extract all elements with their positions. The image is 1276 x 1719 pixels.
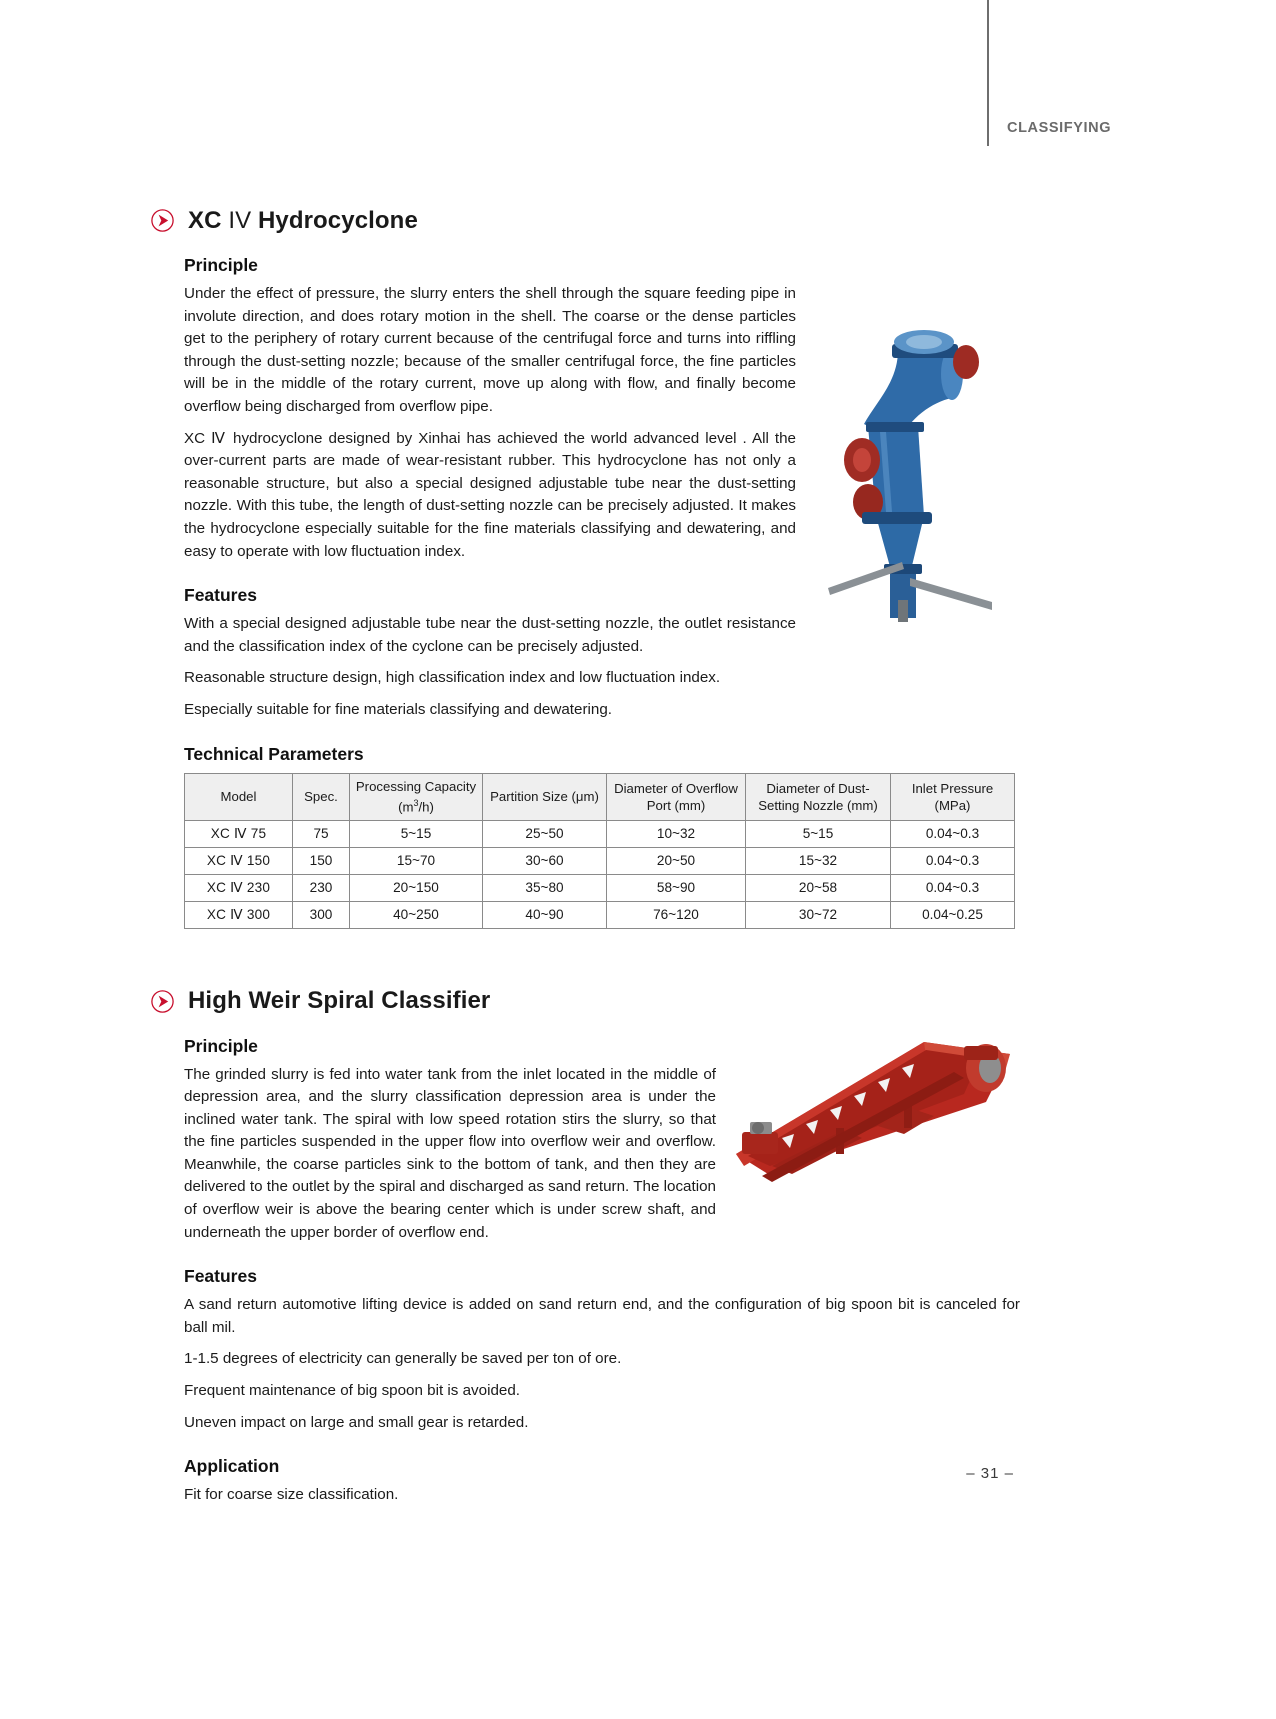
technical-parameters-table bbox=[184, 773, 1015, 929]
features-paragraph-4: Uneven impact on large and small gear is retarded. bbox=[184, 1413, 529, 1431]
cell-inlet: 0.04~0.3 bbox=[891, 874, 1015, 901]
col-header-model: Model bbox=[185, 773, 293, 820]
cell-partition: 25~50 bbox=[483, 820, 607, 847]
section-heading-hydrocyclone bbox=[150, 208, 1050, 233]
cell-nozzle: 5~15 bbox=[746, 820, 891, 847]
capacity-line-2-post: /h) bbox=[418, 799, 434, 815]
inlet-line-2: (MPa) bbox=[934, 797, 971, 813]
cell-capacity: 40~250 bbox=[350, 901, 483, 928]
cell-overflow: 10~32 bbox=[607, 820, 746, 847]
cell-inlet: 0.04~0.3 bbox=[891, 847, 1015, 874]
cell-capacity: 20~150 bbox=[350, 874, 483, 901]
features-paragraph-3: Frequent maintenance of big spoon bit is avoided. bbox=[184, 1382, 521, 1400]
header-vertical-rule bbox=[987, 0, 989, 146]
col-header-spec: Spec. bbox=[293, 773, 350, 820]
cell-spec: 230 bbox=[293, 874, 350, 901]
cell-capacity: 15~70 bbox=[350, 847, 483, 874]
col-header-overflow-port bbox=[607, 773, 746, 820]
cell-model: XC Ⅳ 150 bbox=[185, 847, 293, 874]
cell-nozzle: 20~58 bbox=[746, 874, 891, 901]
application-paragraph-1: Fit for coarse size classification. bbox=[184, 1486, 399, 1504]
principle-paragraph-1: The grinded slurry is fed into water tank from the inlet located in the middle of depression area, and the slurry classification depression area is under the inclined water tank. The spiral with low speed rotation stirs the slurry, so that the fine particles suspended in the upper flow into overflow weir and overflow. Meanwhile, the coarse particles sink to the bottom of tank, and then they are delivered to the outlet by the spiral and discharged as sand return. The location of overflow weir is above the bearing center which is under screw shaft, and underneath the upper border of overflow end. bbox=[184, 1065, 716, 1241]
cell-capacity: 5~15 bbox=[350, 820, 483, 847]
technical-parameters-table-wrapper bbox=[184, 773, 1014, 929]
inlet-line-1: Inlet Pressure bbox=[911, 780, 994, 796]
cell-partition: 30~60 bbox=[483, 847, 607, 874]
title-suffix: Hydrocyclone bbox=[251, 206, 418, 234]
cell-nozzle: 15~32 bbox=[746, 847, 891, 874]
overflow-line-1: Diameter of Overflow bbox=[614, 780, 738, 796]
title-prefix: XC bbox=[188, 206, 229, 234]
cell-model: XC Ⅳ 300 bbox=[185, 901, 293, 928]
cell-overflow: 76~120 bbox=[607, 901, 746, 928]
table-row bbox=[185, 820, 1015, 847]
cell-partition: 35~80 bbox=[483, 874, 607, 901]
cell-spec: 150 bbox=[293, 847, 350, 874]
subheading-features: Features bbox=[184, 1266, 257, 1287]
capacity-exponent: 3 bbox=[413, 797, 419, 808]
cell-nozzle: 30~72 bbox=[746, 901, 891, 928]
subheading-application: Application bbox=[184, 1456, 280, 1477]
hydrocyclone-principle-block bbox=[184, 255, 1020, 765]
features-paragraph-2: Reasonable structure design, high classification index and low fluctuation index. bbox=[184, 669, 721, 687]
spiral-classifier-content-block bbox=[184, 1036, 1020, 1507]
subheading-features: Features bbox=[184, 585, 257, 606]
nozzle-line-1: Diameter of Dust- bbox=[766, 780, 870, 796]
table-header-row bbox=[185, 773, 1015, 820]
features-paragraph-1: With a special designed adjustable tube near the dust-setting nozzle, the outlet resistance and the classification index of the cyclone can be precisely adjusted. bbox=[184, 615, 796, 655]
capacity-line-1: Processing Capacity bbox=[355, 778, 477, 794]
features-paragraph-2: 1-1.5 degrees of electricity can generally be saved per ton of ore. bbox=[184, 1350, 622, 1368]
title-roman-numeral: IV bbox=[228, 206, 252, 234]
cell-overflow: 58~90 bbox=[607, 874, 746, 901]
cell-spec: 300 bbox=[293, 901, 350, 928]
features-paragraph-3: Especially suitable for fine materials classifying and dewatering. bbox=[184, 700, 612, 718]
col-header-dust-setting-nozzle bbox=[746, 773, 891, 820]
cell-spec: 75 bbox=[293, 820, 350, 847]
table-row bbox=[185, 901, 1015, 928]
features-paragraph-1: A sand return automotive lifting device is added on sand return end, and the configuration of big spoon bit is canceled for ball mil. bbox=[184, 1296, 1020, 1336]
page-number: – 31 – bbox=[966, 1465, 1014, 1482]
cell-partition: 40~90 bbox=[483, 901, 607, 928]
arrow-circle-icon bbox=[150, 208, 175, 233]
cell-model: XC Ⅳ 75 bbox=[185, 820, 293, 847]
table-row bbox=[185, 874, 1015, 901]
principle-paragraph-2: XC Ⅳ hydrocyclone designed by Xinhai has achieved the world advanced level . All the over-current parts are made of wear-resistant rubber. This hydrocyclone has not only a reasonable structure, but also a special designed adjustable tube near the dust-setting nozzle. With this tube, the length of dust-setting nozzle can be precisely adjusted. It makes the hydrocyclone especially suitable for the fine materials classifying and dewatering, and easy to operate with low fluctuation index. bbox=[184, 429, 796, 560]
col-header-partition-size: Partition Size (μm) bbox=[483, 773, 607, 820]
cell-inlet: 0.04~0.3 bbox=[891, 820, 1015, 847]
cell-inlet: 0.04~0.25 bbox=[891, 901, 1015, 928]
cell-model: XC Ⅳ 230 bbox=[185, 874, 293, 901]
col-header-inlet-pressure bbox=[891, 773, 1015, 820]
section-title-text bbox=[188, 206, 418, 234]
principle-paragraph-1: Under the effect of pressure, the slurry enters the shell through the square feeding pipe in involute direction, and does rotary motion in the shell. The coarse or the dense particles get to the periphery of rotary current because of the centrifugal force and turns into riffling through the dust-setting nozzle; because of the smaller centrifugal force, the fine particles will be in the middle of the rotary current, move up along with flow, and finally become overflow being discharged from overflow pipe. bbox=[184, 285, 796, 415]
table-row bbox=[185, 847, 1015, 874]
subheading-technical-parameters: Technical Parameters bbox=[184, 743, 364, 764]
section-title-text: High Weir Spiral Classifier bbox=[188, 987, 491, 1014]
subheading-principle: Principle bbox=[184, 1035, 258, 1056]
capacity-line-2-pre: (m bbox=[398, 799, 414, 815]
header-section-label: CLASSIFYING bbox=[1007, 120, 1112, 136]
section-heading-spiral-classifier bbox=[150, 989, 1050, 1014]
overflow-line-2: Port (mm) bbox=[646, 797, 706, 813]
col-header-processing-capacity bbox=[350, 773, 483, 820]
cell-overflow: 20~50 bbox=[607, 847, 746, 874]
nozzle-line-2: Setting Nozzle (mm) bbox=[758, 797, 878, 813]
page-content bbox=[150, 208, 1050, 1507]
arrow-circle-icon bbox=[150, 989, 175, 1014]
subheading-principle: Principle bbox=[184, 255, 258, 275]
